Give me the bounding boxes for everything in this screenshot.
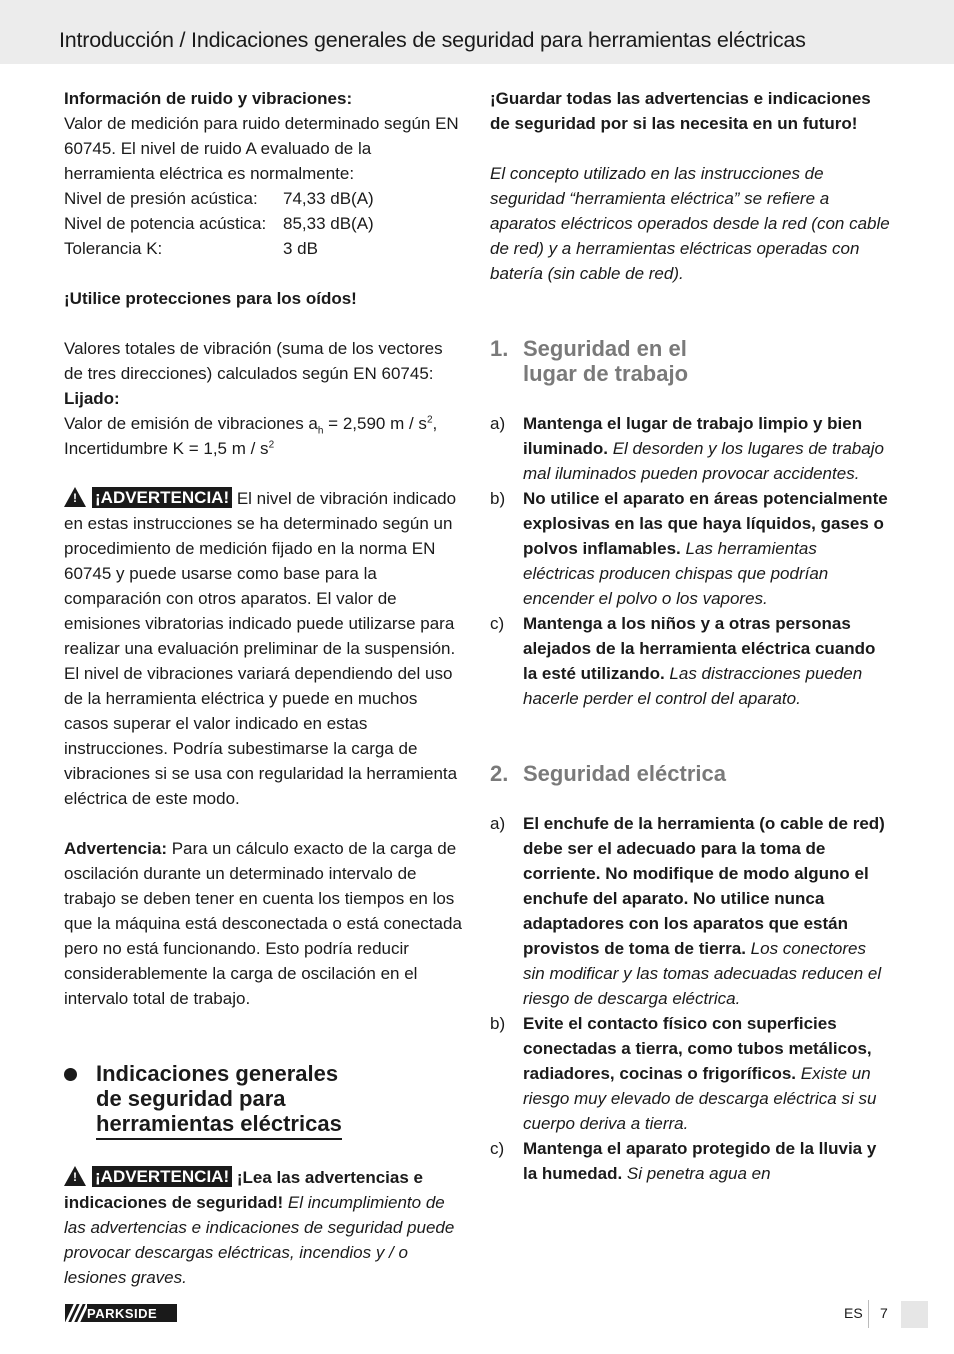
page-title: Introducción / Indicaciones generales de seguridad para herramientas eléctricas [59,28,806,52]
list-item: c) Mantenga el aparato protegido de la lluvia y la humedad. Si penetra agua en [490,1139,877,1183]
list-item: c) Mantenga a los niños y a otras personas alejados de la herramienta eléctrica cuando la esté utilizando. Las distracciones pueden hacerle perder el control del aparato. [490,614,876,708]
list-item: a) El enchufe de la herramienta (o cable de red) debe ser el adecuado para la toma de corriente. No modifique de modo alguno el enchufe del aparato. No utilice nunca adaptadores con los aparatos que están provistos de toma de tierra. Los conectores sin modificar y las tomas adecuadas reducen el riesgo de descarga eléctrica. [490,814,885,1008]
vibration-text: Valores totales de vibración (suma de los vectores de tres direcciones) calculados según EN 60745: [64,339,443,383]
keep-instructions-note: ¡Guardar todas las advertencias e indicaciones de seguridad por si las necesita en un futuro! [490,89,871,133]
footer-tab-marker [901,1301,928,1328]
page-header [0,0,954,64]
warning-badge: ! ¡ADVERTENCIA! [64,1166,232,1187]
footer-divider [868,1300,869,1328]
section-1-heading: 1. Seguridad en el lugar de trabajo [490,336,689,386]
list-item: a) Mantenga el lugar de trabajo limpio y bien iluminado. El desorden y los lugares de trabajo mal iluminados pueden provocar accidentes. [490,414,884,483]
language-code: ES [844,1305,863,1321]
warning-badge: ! ¡ADVERTENCIA! [64,487,232,508]
brand-logo: PARKSIDE [65,1304,177,1322]
concept-definition: El concepto utilizado en las instrucciones de seguridad “herramienta eléctrica” se refiere a aparatos eléctricos operados desde la red (con cable de red) y a herramientas eléctricas operadas con batería (sin cable de red). [490,164,890,283]
left-column [64,86,464,1290]
list-item: b) No utilice el aparato en áreas potencialmente explosivas en las que haya líquidos, gases o polvos inflamables. Las herramientas eléctricas producen chispas que podrían encender el polvo o los vapores. [490,489,888,608]
noise-row: Nivel de potencia acústica: 85,33 dB(A) [64,214,374,233]
advertencia-note: Advertencia: Para un cálculo exacto de la carga de oscilación durante un determinado intervalo de trabajo se deben tener en cuenta los tiempos en los que la máquina está desconectada o está conectada pero no está funcionando. Esto podría reducir considerablemente la carga de oscilación en el intervalo total de trabajo. [64,839,462,1008]
general-safety-heading: Indicaciones generales de seguridad para herramientas eléctricas [64,1061,464,1140]
bullet-icon [64,1068,77,1081]
page-number: 7 [880,1305,888,1321]
logo-slashes-icon [65,1304,87,1322]
right-column [490,86,892,1186]
noise-row: Tolerancia K: 3 dB [64,239,318,258]
ear-protection-note: ¡Utilice protecciones para los oídos! [64,289,357,308]
sanding-label: Lijado: [64,389,120,408]
uncertainty-value: Incertidumbre K = 1,5 m / $s^2$ [64,439,275,458]
emission-value: Valor de emisión de vibraciones $a_h = 2,590$ m / $s^2$, [64,414,438,437]
section-2-heading: 2. Seguridad eléctrica [490,761,726,786]
warning-triangle-icon: ! [64,1166,86,1186]
noise-text: Valor de medición para ruido determinado según EN 60745. El nivel de ruido A evaluado de la herramienta eléctrica es normalmente: [64,114,459,183]
noise-row: Nivel de presión acústica: 74,33 dB(A) [64,189,374,208]
vibration-warning: ! ¡ADVERTENCIA! El nivel de vibración indicado en estas instrucciones se ha determinado según un procedimiento de medición fijado en la norma EN 60745 y puede usarse como base para la comparación con otros aparatos. El valor de emisiones vibratorias indicado puede utilizarse para realizar una evaluación preliminar de la suspensión. El nivel de vibraciones variará dependiendo del uso de la herramienta eléctrica y puede en muchos casos superar el valor indicado en estas instrucciones. Podría subestimarse la carga de vibraciones si se usa con regularidad la herramienta eléctrica de este modo. [64,487,458,808]
warning-triangle-icon: ! [64,487,86,507]
noise-heading: Información de ruido y vibraciones: [64,89,353,108]
list-item: b) Evite el contacto físico con superficies conectadas a tierra, como tubos metálicos, radiadores, cocinas o frigoríficos. Existe un riesgo muy elevado de descarga eléctrica si su cuerpo deriva a tierra. [490,1014,877,1133]
read-warnings-note: ! ¡ADVERTENCIA! ¡Lea las advertencias e indicaciones de seguridad! El incumplimiento de las advertencias e indicaciones de seguridad puede provocar descargas eléctricas, incendios y / o lesiones graves. [64,1166,455,1287]
